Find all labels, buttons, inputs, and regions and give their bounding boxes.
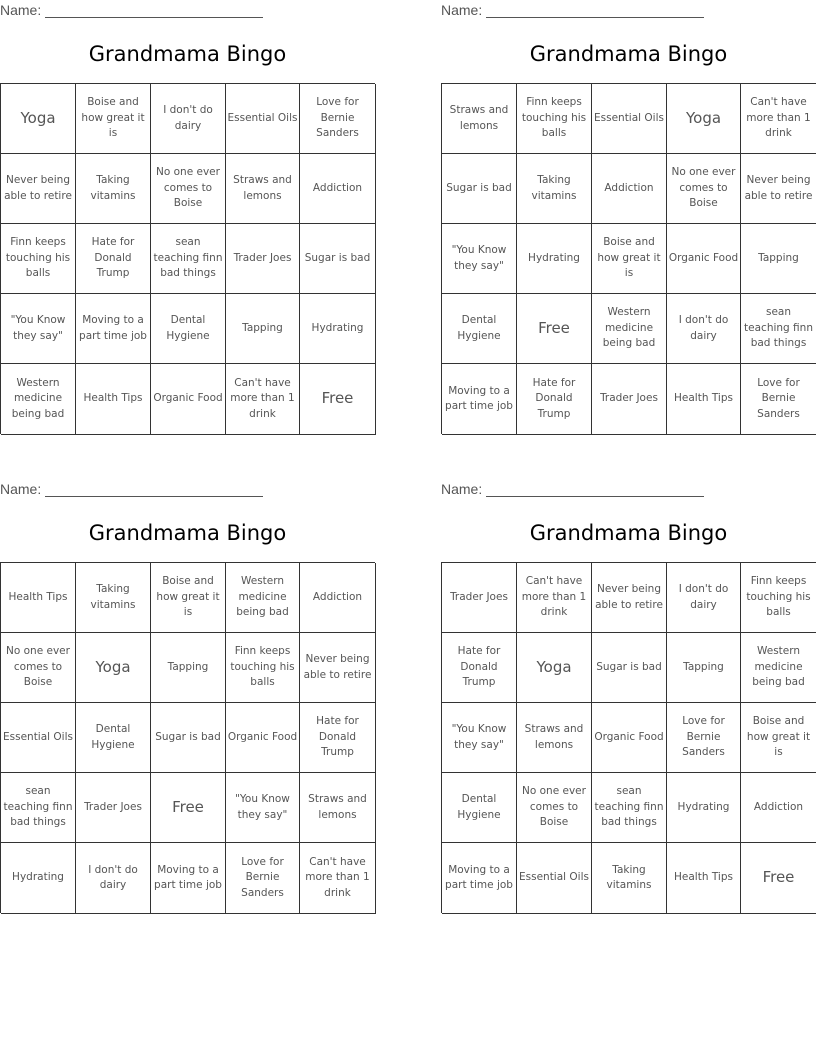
bingo-cell[interactable]: Yoga <box>1 84 76 154</box>
bingo-cell[interactable]: Sugar is bad <box>151 703 226 773</box>
bingo-cell[interactable]: Hate for Donald Trump <box>300 703 376 773</box>
bingo-cell[interactable]: Organic Food <box>592 703 667 773</box>
bingo-cell[interactable]: sean teaching finn bad things <box>1 773 76 843</box>
bingo-cell[interactable]: Yoga <box>667 84 741 154</box>
bingo-cell[interactable]: Trader Joes <box>76 773 151 843</box>
bingo-cell[interactable]: Boise and how great it is <box>151 563 226 633</box>
bingo-cell[interactable]: Tapping <box>226 294 300 364</box>
name-field[interactable] <box>441 2 704 18</box>
bingo-cell[interactable]: Taking vitamins <box>592 843 667 914</box>
bingo-cell[interactable]: No one ever comes to Boise <box>1 633 76 703</box>
bingo-cell[interactable]: Sugar is bad <box>592 633 667 703</box>
bingo-grid <box>441 562 816 913</box>
bingo-cell[interactable]: Trader Joes <box>592 364 667 435</box>
bingo-cell[interactable]: Finn keeps touching his balls <box>1 224 76 294</box>
bingo-cell[interactable]: Health Tips <box>667 843 741 914</box>
name-blank-line[interactable] <box>486 496 704 497</box>
bingo-cell[interactable]: Never being able to retire <box>1 154 76 224</box>
bingo-cell[interactable]: Organic Food <box>226 703 300 773</box>
bingo-cell[interactable]: Hate for Donald Trump <box>76 224 151 294</box>
bingo-cell[interactable]: Addiction <box>300 563 376 633</box>
bingo-cell[interactable]: Addiction <box>300 154 376 224</box>
bingo-cell[interactable]: Can't have more than 1 drink <box>517 563 592 633</box>
bingo-cell[interactable]: Yoga <box>76 633 151 703</box>
bingo-cell[interactable]: I don't do dairy <box>667 294 741 364</box>
bingo-cell[interactable]: Never being able to retire <box>592 563 667 633</box>
bingo-cell[interactable]: "You Know they say" <box>442 224 517 294</box>
bingo-cell[interactable]: I don't do dairy <box>667 563 741 633</box>
card-title: Grandmama Bingo <box>529 42 728 66</box>
bingo-cell[interactable]: Essential Oils <box>592 84 667 154</box>
bingo-cell[interactable]: Straws and lemons <box>300 773 376 843</box>
bingo-cell[interactable]: I don't do dairy <box>76 843 151 914</box>
bingo-cell[interactable]: Organic Food <box>151 364 226 435</box>
bingo-grid <box>441 83 816 434</box>
bingo-cell[interactable]: Finn keeps touching his balls <box>741 563 816 633</box>
bingo-cell[interactable]: "You Know they say" <box>442 703 517 773</box>
bingo-cell[interactable]: Sugar is bad <box>442 154 517 224</box>
bingo-cell[interactable]: Boise and how great it is <box>592 224 667 294</box>
name-label: Name: <box>441 2 483 18</box>
bingo-cell[interactable]: Love for Bernie Sanders <box>226 843 300 914</box>
bingo-cell[interactable]: Yoga <box>517 633 592 703</box>
bingo-cell[interactable]: Tapping <box>151 633 226 703</box>
name-label: Name: <box>0 481 42 497</box>
bingo-cell[interactable]: Western medicine being bad <box>741 633 816 703</box>
card-title: Grandmama Bingo <box>529 521 728 545</box>
bingo-cell[interactable]: Trader Joes <box>226 224 300 294</box>
bingo-cell[interactable]: I don't do dairy <box>151 84 226 154</box>
bingo-cell[interactable]: Hydrating <box>517 224 592 294</box>
bingo-grid <box>0 562 375 913</box>
bingo-cell[interactable]: Dental Hygiene <box>151 294 226 364</box>
bingo-cell[interactable]: Taking vitamins <box>76 154 151 224</box>
bingo-cell[interactable]: Love for Bernie Sanders <box>667 703 741 773</box>
bingo-cell[interactable]: Straws and lemons <box>517 703 592 773</box>
bingo-cell[interactable]: Taking vitamins <box>517 154 592 224</box>
bingo-cell[interactable]: Free <box>151 773 226 843</box>
bingo-cell[interactable]: Sugar is bad <box>300 224 376 294</box>
bingo-cell[interactable]: Love for Bernie Sanders <box>300 84 376 154</box>
bingo-cell[interactable]: Moving to a part time job <box>442 364 517 435</box>
bingo-cell[interactable]: Essential Oils <box>1 703 76 773</box>
bingo-cell[interactable]: Moving to a part time job <box>442 843 517 914</box>
card-title: Grandmama Bingo <box>88 521 287 545</box>
bingo-cell[interactable]: Hydrating <box>1 843 76 914</box>
bingo-cell[interactable]: "You Know they say" <box>226 773 300 843</box>
bingo-cell[interactable]: Finn keeps touching his balls <box>226 633 300 703</box>
bingo-cell[interactable]: Hate for Donald Trump <box>442 633 517 703</box>
bingo-cell[interactable]: Love for Bernie Sanders <box>741 364 816 435</box>
name-field[interactable] <box>0 2 263 18</box>
bingo-cell[interactable]: Trader Joes <box>442 563 517 633</box>
bingo-cell[interactable]: Can't have more than 1 drink <box>300 843 376 914</box>
bingo-cell[interactable]: Addiction <box>592 154 667 224</box>
bingo-cell[interactable]: Western medicine being bad <box>226 563 300 633</box>
bingo-cell[interactable]: sean teaching finn bad things <box>741 294 816 364</box>
bingo-cell[interactable]: Organic Food <box>667 224 741 294</box>
bingo-cell[interactable]: Dental Hygiene <box>442 773 517 843</box>
bingo-cell[interactable]: Free <box>741 843 816 914</box>
bingo-cell[interactable]: Never being able to retire <box>300 633 376 703</box>
bingo-cell[interactable]: Finn keeps touching his balls <box>517 84 592 154</box>
bingo-cell[interactable]: No one ever comes to Boise <box>151 154 226 224</box>
bingo-cell[interactable]: Boise and how great it is <box>76 84 151 154</box>
bingo-cell[interactable]: Never being able to retire <box>741 154 816 224</box>
bingo-cell[interactable]: Moving to a part time job <box>76 294 151 364</box>
name-field[interactable] <box>441 481 704 497</box>
name-label: Name: <box>441 481 483 497</box>
bingo-cell[interactable]: Western medicine being bad <box>592 294 667 364</box>
bingo-cell[interactable]: sean teaching finn bad things <box>592 773 667 843</box>
bingo-cell[interactable]: Taking vitamins <box>76 563 151 633</box>
bingo-cell[interactable]: Hate for Donald Trump <box>517 364 592 435</box>
name-blank-line[interactable] <box>486 17 704 18</box>
card-title: Grandmama Bingo <box>88 42 287 66</box>
bingo-cell[interactable]: Essential Oils <box>226 84 300 154</box>
bingo-cell[interactable]: Moving to a part time job <box>151 843 226 914</box>
bingo-grid <box>0 83 375 434</box>
bingo-cell[interactable]: Dental Hygiene <box>442 294 517 364</box>
bingo-cell[interactable]: Essential Oils <box>517 843 592 914</box>
bingo-cell[interactable]: Hydrating <box>300 294 376 364</box>
name-blank-line[interactable] <box>45 17 263 18</box>
bingo-cell[interactable]: Free <box>517 294 592 364</box>
bingo-cell[interactable]: No one ever comes to Boise <box>667 154 741 224</box>
bingo-cell[interactable]: Health Tips <box>76 364 151 435</box>
bingo-cell[interactable]: Straws and lemons <box>442 84 517 154</box>
bingo-cell[interactable]: Can't have more than 1 drink <box>226 364 300 435</box>
bingo-cell[interactable]: "You Know they say" <box>1 294 76 364</box>
bingo-cell[interactable]: Tapping <box>667 633 741 703</box>
bingo-cell[interactable]: Dental Hygiene <box>76 703 151 773</box>
name-field[interactable] <box>0 481 263 497</box>
bingo-cell[interactable]: Tapping <box>741 224 816 294</box>
bingo-cell[interactable]: Western medicine being bad <box>1 364 76 435</box>
bingo-cell[interactable]: Can't have more than 1 drink <box>741 84 816 154</box>
bingo-cell[interactable]: Free <box>300 364 376 435</box>
bingo-cell[interactable]: Hydrating <box>667 773 741 843</box>
bingo-cell[interactable]: No one ever comes to Boise <box>517 773 592 843</box>
bingo-cell[interactable]: Addiction <box>741 773 816 843</box>
bingo-cell[interactable]: sean teaching finn bad things <box>151 224 226 294</box>
bingo-cell[interactable]: Boise and how great it is <box>741 703 816 773</box>
name-blank-line[interactable] <box>45 496 263 497</box>
bingo-cell[interactable]: Straws and lemons <box>226 154 300 224</box>
bingo-cell[interactable]: Health Tips <box>1 563 76 633</box>
name-label: Name: <box>0 2 42 18</box>
bingo-cell[interactable]: Health Tips <box>667 364 741 435</box>
